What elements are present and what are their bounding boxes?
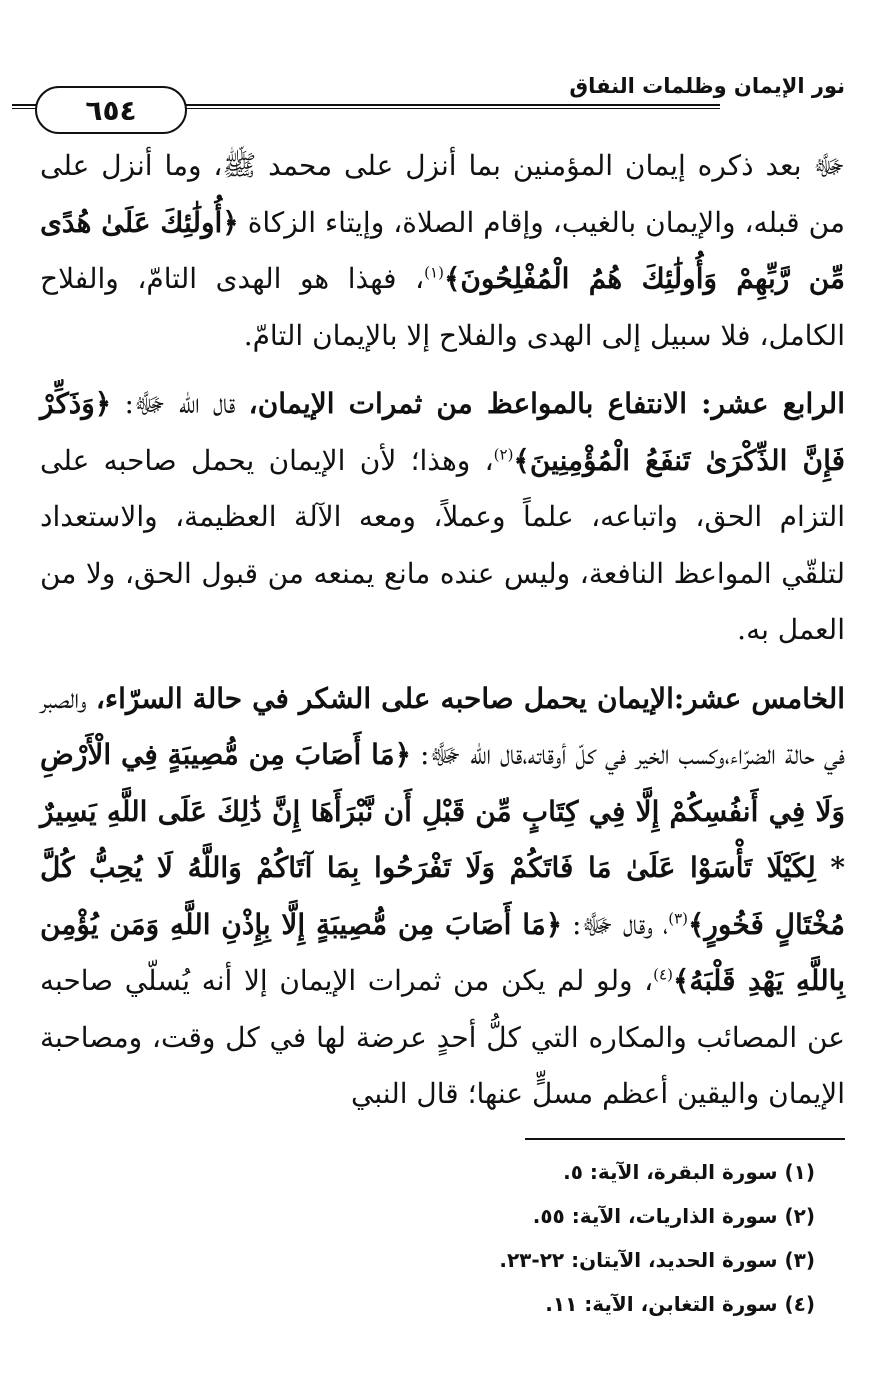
text-run: ، وهذا؛ لأن الإيمان يحمل صاحبه على التزام الحق، واتباعه، علماً وعملاً، ومعه الآلة العظيمة، والاستعداد لتلقّي المواعظ النافعة، وليس عنده مانع يمنعه من قبول الحق، ولا من العمل به. xyxy=(40,443,846,646)
quran-verse: ﴿أُولَٰئِكَ عَلَىٰ هُدًى مِّن رَّبِّهِمْ وَأُولَٰئِكَ هُمُ الْمُفْلِحُونَ﴾ xyxy=(40,205,846,295)
footnote-ref: (٤) xyxy=(653,965,673,984)
footnote-ref: (٣) xyxy=(668,909,688,928)
body-text xyxy=(40,138,845,1123)
text-run: ، ولو لم يكن من ثمرات الإيمان إلا أنه يُسلّي صاحبه عن المصائب والمكاره التي كلُّ أحدٍ عرضة لها في كل وقت، ومصاحبة الإيمان واليقين أعظم مسلٍّ عنها؛ قال النبي xyxy=(40,964,845,1110)
footnote-3: (٣) سورة الحديد، الآيتان: ٢٢-٢٣. xyxy=(499,1248,815,1272)
footnotes xyxy=(40,1150,815,1326)
text-run: ، وقال ﷻ: xyxy=(562,907,669,941)
quran-verse: ﴿وَذَكِّرْ فَإِنَّ الذِّكْرَىٰ تَنفَعُ الْمُؤْمِنِينَ﴾ xyxy=(40,387,845,477)
section-heading: الرابع عشر: الانتفاع بالمواعظ من ثمرات الإيمان، xyxy=(248,387,845,420)
text-run: قال الله ﷻ: xyxy=(111,387,249,420)
quran-verse: ﴿مَا أَصَابَ مِن مُّصِيبَةٍ فِي الْأَرْضِ وَلَا فِي أَنفُسِكُمْ إِلَّا فِي كِتَابٍ مِّن قَبْلِ أَن نَّبْرَأَهَا إِنَّ ذَٰلِكَ عَلَى اللَّهِ يَسِيرٌ * لِكَيْلَا تَأْسَوْا عَلَىٰ مَا فَاتَكُمْ وَلَا تَفْرَحُوا بِمَا آتَاكُمْ وَاللَّهُ لَا يُحِبُّ كُلَّ مُخْتَالٍ فَخُورٍ﴾ xyxy=(40,738,846,941)
footnote-4: (٤) سورة التغابن، الآية: ١١. xyxy=(545,1292,815,1316)
text-run: ﷻ بعد ذكره إيمان المؤمنين بما أنزل على محمد ﷺ، وما أنزل على من قبله، والإيمان بالغيب، وإقام الصلاة، وإيتاء الزكاة xyxy=(40,149,845,239)
page-number: ٦٥٤ xyxy=(35,86,187,134)
paragraph-2 xyxy=(40,376,845,659)
footnote-ref: (٢) xyxy=(493,445,514,464)
footnote-1: (١) سورة البقرة، الآية: ٥. xyxy=(563,1160,815,1184)
footnote-ref: (١) xyxy=(424,263,444,282)
section-heading: الخامس عشر:الإيمان يحمل صاحبه على الشكر في حالة السرّاء، xyxy=(95,681,845,715)
footnote-rule xyxy=(525,1138,845,1140)
text-run: والصبر في حالة الضرّاء،وكسب الخير في كلّ أوقاته،قال الله ﷻ: xyxy=(40,681,846,771)
text-run: ، فهذا هو الهدى التامّ، والفلاح الكامل، فلا سبيل إلى الهدى والفلاح إلا بالإيمان التامّ. xyxy=(40,262,845,352)
running-header-title: نور الإيمان وظلمات النفاق xyxy=(569,74,845,98)
paragraph-1 xyxy=(40,138,845,364)
footnote-2: (٢) سورة الذاريات، الآية: ٥٥. xyxy=(532,1204,815,1228)
paragraph-3 xyxy=(40,671,845,1123)
quran-verse: ﴿مَا أَصَابَ مِن مُّصِيبَةٍ إِلَّا بِإِذْنِ اللَّهِ وَمَن يُؤْمِن بِاللَّهِ يَهْدِ قَلْبَهُ﴾ xyxy=(40,907,845,997)
